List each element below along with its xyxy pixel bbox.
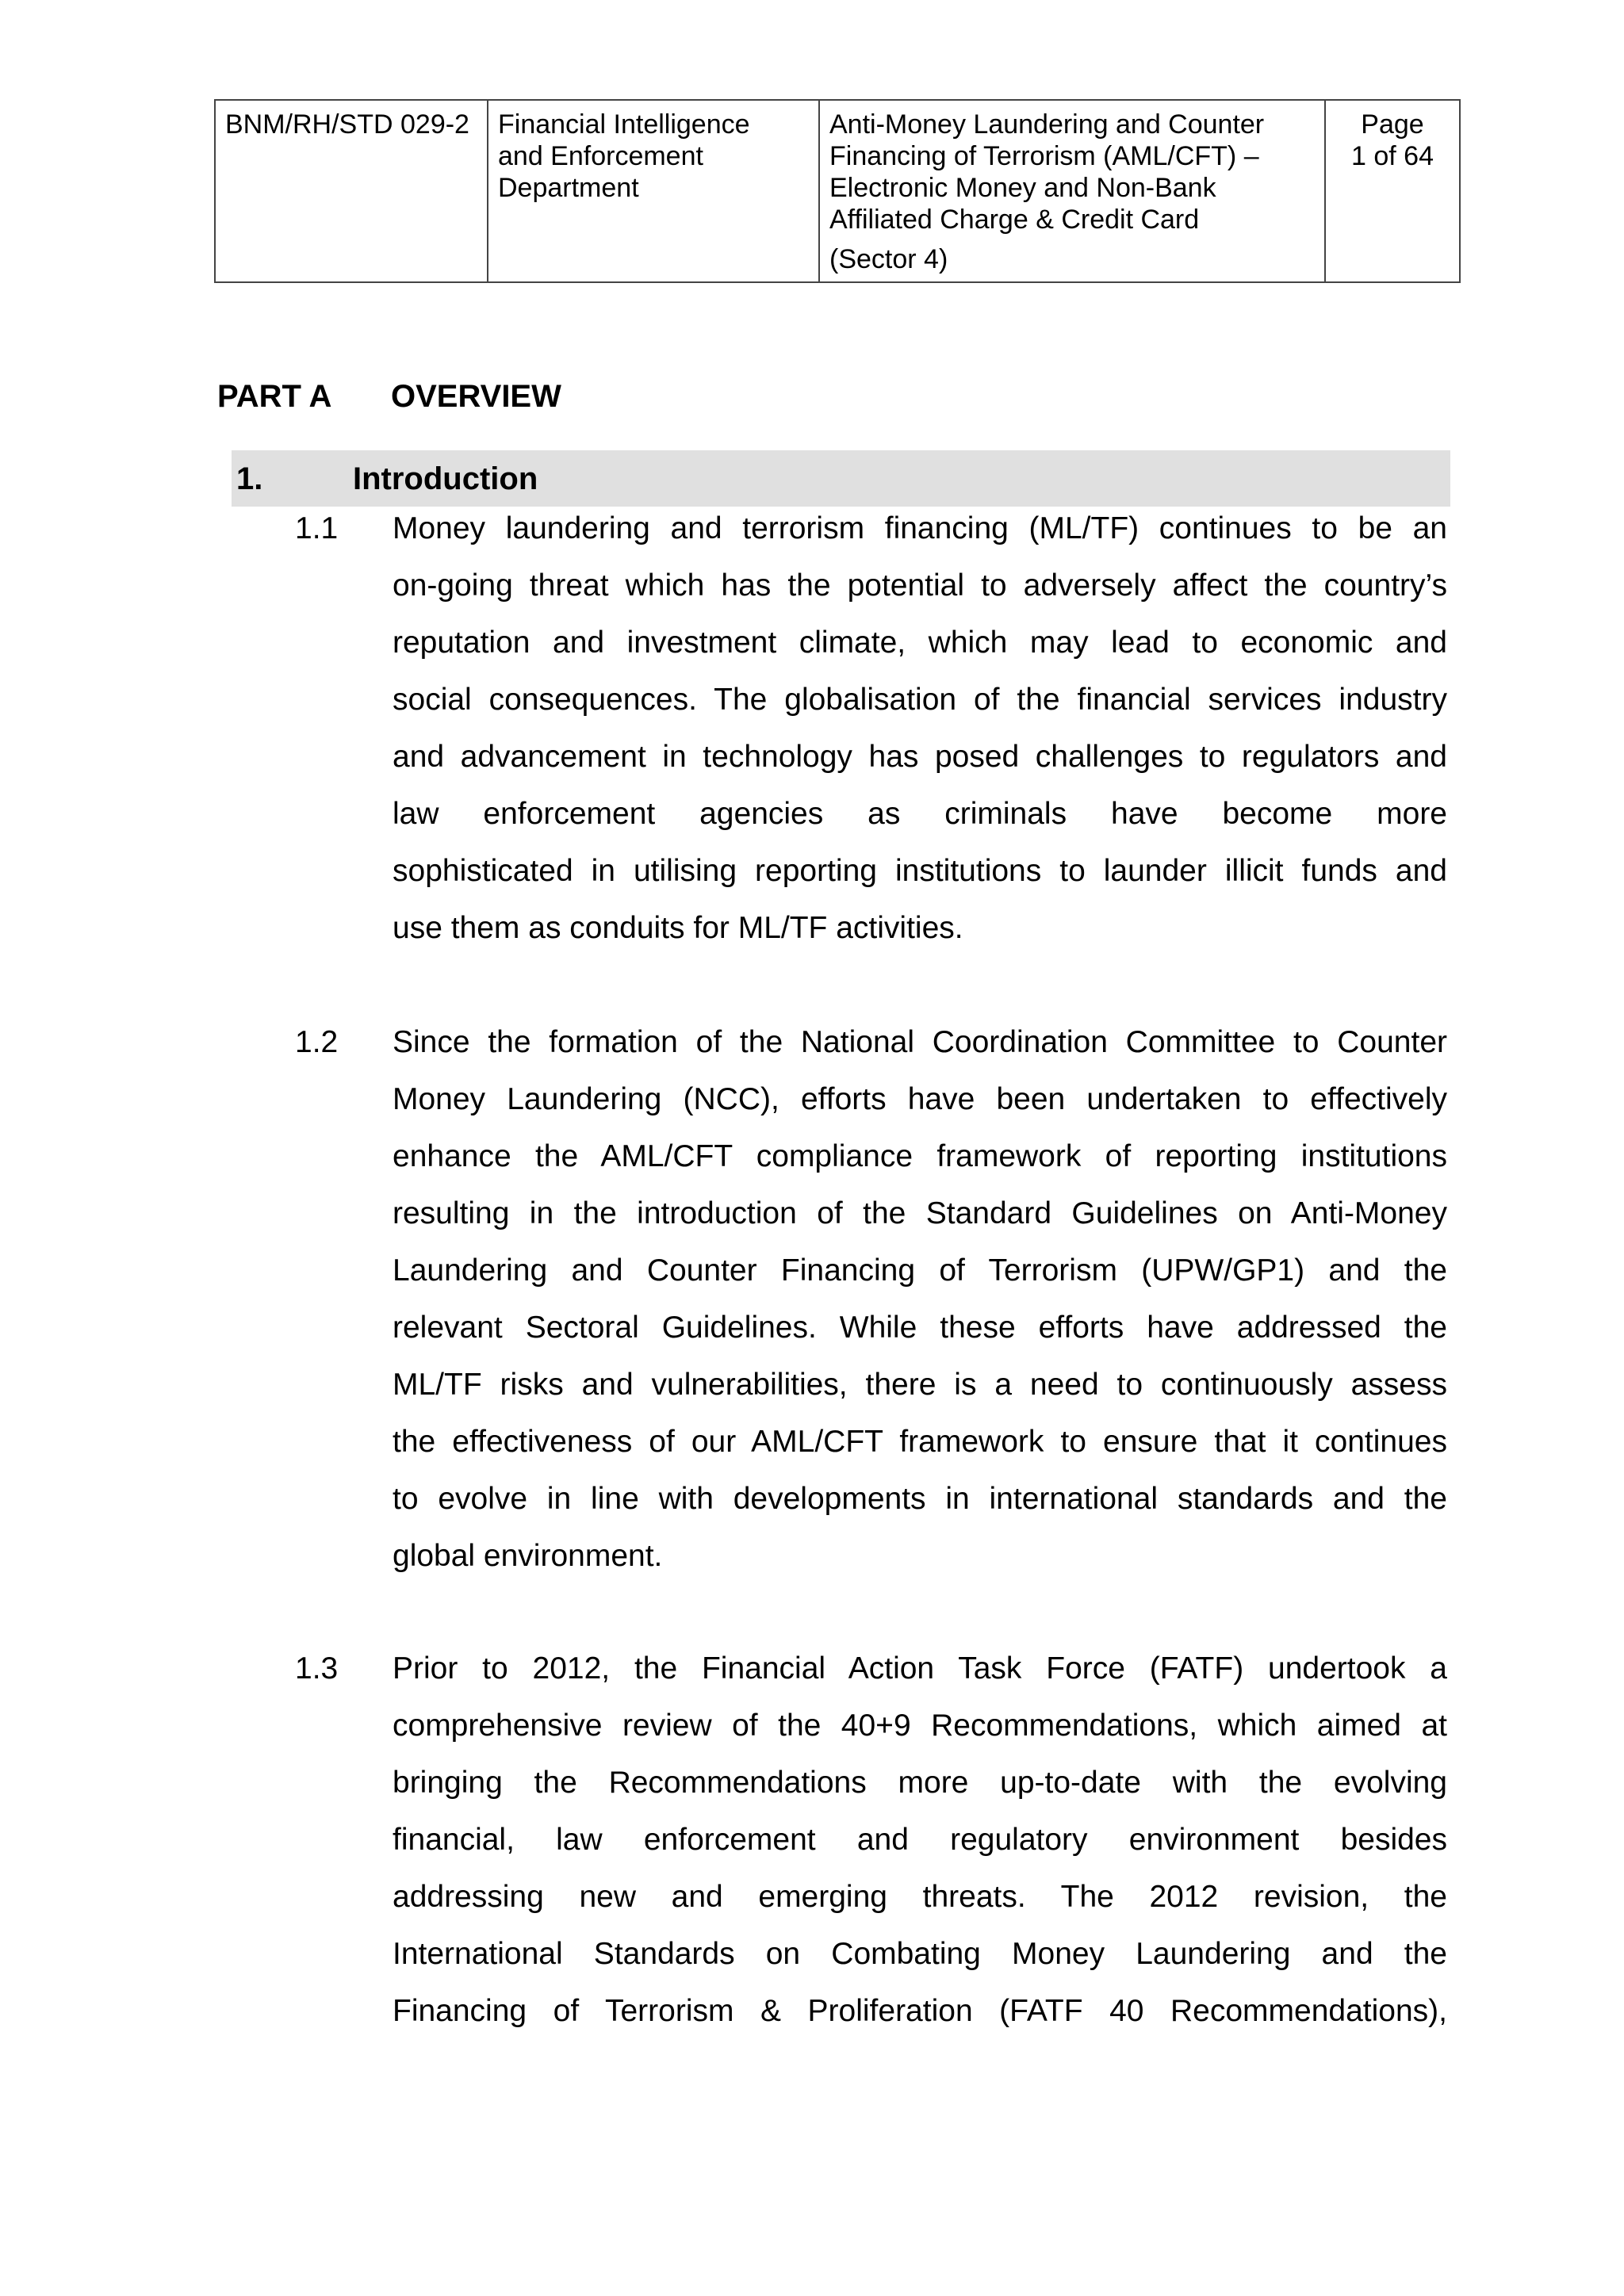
- paragraph-line: the effectiveness of our AML/CFT framework to ensure that it continues: [393, 1425, 1447, 1459]
- header-title: [820, 101, 1326, 281]
- department-line: Department: [498, 173, 639, 203]
- paragraph-line: financial, law enforcement and regulatory environment besides: [393, 1823, 1447, 1857]
- paragraph-line: Prior to 2012, the Financial Action Task Force (FATF) undertook a: [393, 1651, 1447, 1686]
- paragraph-line: reputation and investment climate, which may lead to economic and: [393, 626, 1447, 660]
- section-title: Introduction: [353, 461, 538, 496]
- paragraph-line: ML/TF risks and vulnerabilities, there is a need to continuously assess: [393, 1368, 1447, 1402]
- paragraph-line: Financing of Terrorism & Proliferation (FATF 40 Recommendations),: [393, 1994, 1447, 2028]
- paragraph-line: sophisticated in utilising reporting institutions to launder illicit funds and: [393, 854, 1447, 888]
- sector-label: (Sector 4): [829, 244, 948, 274]
- paragraph-number: 1.1: [295, 511, 339, 545]
- department-line: and Enforcement: [498, 141, 703, 171]
- part-label: PART A: [217, 379, 332, 414]
- title-line: Anti-Money Laundering and Counter: [829, 109, 1265, 140]
- paragraph-line: use them as conduits for ML/TF activities.: [393, 911, 963, 945]
- paragraph-line: Money laundering and terrorism financing (ML/TF) continues to be an: [393, 511, 1447, 545]
- paragraph-line: addressing new and emerging threats. The 2012 revision, the: [393, 1880, 1447, 1914]
- part-title: OVERVIEW: [391, 379, 561, 414]
- paragraph-line: comprehensive review of the 40+9 Recommendations, which aimed at: [393, 1709, 1447, 1743]
- paragraph-line: to evolve in line with developments in international standards and the: [393, 1482, 1447, 1516]
- paragraph-line: Laundering and Counter Financing of Terrorism (UPW/GP1) and the: [393, 1253, 1447, 1288]
- paragraph-line: on-going threat which has the potential to adversely affect the country’s: [393, 568, 1447, 603]
- reference-code: BNM/RH/STD 029-2: [225, 109, 469, 140]
- header-department: [488, 101, 820, 281]
- document-header-table: [214, 99, 1461, 283]
- title-line: Financing of Terrorism (AML/CFT) –: [829, 141, 1259, 171]
- paragraph-line: International Standards on Combating Money Laundering and the: [393, 1937, 1447, 1971]
- header-page: [1326, 101, 1459, 281]
- paragraph-line: relevant Sectoral Guidelines. While these efforts have addressed the: [393, 1311, 1447, 1345]
- title-line: Electronic Money and Non-Bank: [829, 173, 1216, 203]
- department-line: Financial Intelligence: [498, 109, 750, 140]
- paragraph-line: and advancement in technology has posed challenges to regulators and: [393, 740, 1447, 774]
- paragraph-line: resulting in the introduction of the Standard Guidelines on Anti-Money: [393, 1196, 1447, 1230]
- paragraph-number: 1.2: [295, 1025, 339, 1059]
- header-reference: [216, 101, 488, 281]
- paragraph-line: social consequences. The globalisation of the financial services industry: [393, 683, 1447, 717]
- paragraph-line: global environment.: [393, 1539, 663, 1573]
- paragraph-line: bringing the Recommendations more up-to-date with the evolving: [393, 1766, 1447, 1800]
- section-number: 1.: [236, 461, 263, 496]
- paragraph-line: Since the formation of the National Coordination Committee to Counter: [393, 1025, 1447, 1059]
- page-label: Page: [1361, 109, 1424, 140]
- paragraph-number: 1.3: [295, 1651, 339, 1686]
- paragraph-line: law enforcement agencies as criminals have become more: [393, 797, 1447, 831]
- section-heading: [232, 450, 1450, 507]
- title-line: Affiliated Charge & Credit Card: [829, 205, 1200, 235]
- paragraph-line: Money Laundering (NCC), efforts have been undertaken to effectively: [393, 1082, 1447, 1116]
- page-number: 1 of 64: [1351, 141, 1434, 171]
- paragraph-line: enhance the AML/CFT compliance framework of reporting institutions: [393, 1139, 1447, 1173]
